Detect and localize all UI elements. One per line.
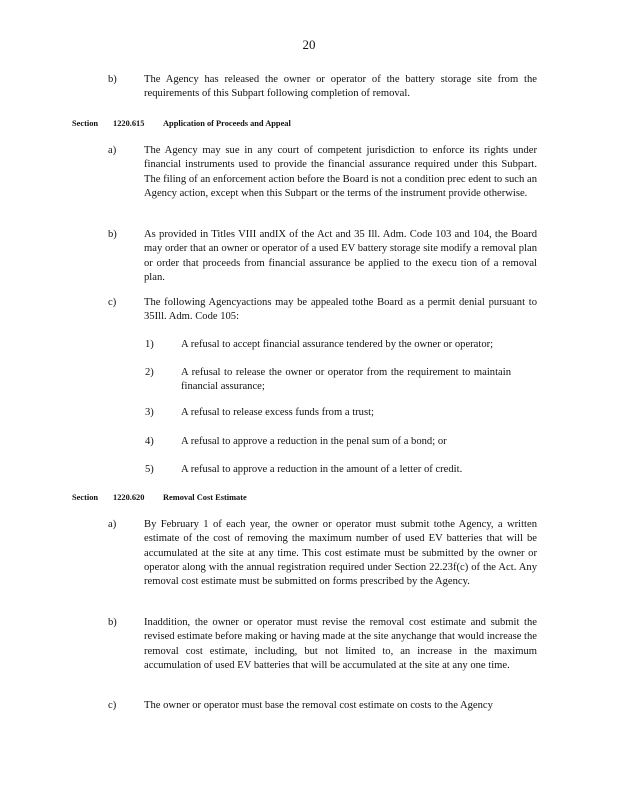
item-text: Inaddition, the owner or operator must revise the removal cost estimate and submit the revised estimate before making or having made at the site anychange that would increase the removal cost estimate, including, but not limited to, an increase in the maximum accumulation of used EV batteries that will be accumulated at the site at any one time. xyxy=(144,617,537,671)
item-label: 4) xyxy=(145,436,154,447)
section-number: 1220.620 xyxy=(113,493,145,502)
item-text: As provided in Titles VIII andIX of the Act and 35 Ill. Adm. Code 103 and 104, the Board may order that an owner or operator of a used EV battery storage site modify a removal plan or order that proceeds from financial assurance be applied to the execu tion of a removal plan. xyxy=(144,229,537,283)
item-text: A refusal to approve a reduction in the amount of a letter of credit. xyxy=(181,464,463,475)
item-label: a) xyxy=(108,519,117,530)
item-label: 5) xyxy=(145,464,154,475)
item-text: The Agency has released the owner or operator of the battery storage site from the requirements of this Subpart following completion of removal. xyxy=(144,74,537,100)
item-text: A refusal to accept financial assurance tendered by the owner or operator; xyxy=(181,339,494,350)
item-label: 3) xyxy=(145,407,154,418)
item-label: 2) xyxy=(145,367,154,378)
item-label: c) xyxy=(108,700,117,711)
item-label: b) xyxy=(108,617,117,628)
page-number: 20 xyxy=(302,37,316,52)
section-word: Section xyxy=(72,119,99,128)
item-label: b) xyxy=(108,229,117,240)
section-word: Section xyxy=(72,493,99,502)
section-title: Application of Proceeds and Appeal xyxy=(163,119,291,128)
item-label: c) xyxy=(108,297,117,308)
item-text: The owner or operator must base the removal cost estimate on costs to the Agency xyxy=(144,700,493,711)
section-number: 1220.615 xyxy=(113,119,145,128)
section-heading-615 xyxy=(72,118,372,130)
section-heading-620 xyxy=(72,492,372,504)
section-title: Removal Cost Estimate xyxy=(163,493,247,502)
item-label: a) xyxy=(108,145,117,156)
item-text: A refusal to approve a reduction in the penal sum of a bond; or xyxy=(181,436,447,447)
item-text: By February 1 of each year, the owner or operator must submit tothe Agency, a written estimate of the cost of removing the maximum number of used EV batteries that will be accumulated at the site at any time. This cost estimate must be submitted by the owner or operator along with the annual registration required under Section 22.23f(c) of the Act. Any removal cost estimate must be submitted on forms prescribed by the Agency. xyxy=(144,519,537,588)
item-label: b) xyxy=(108,74,117,85)
item-label: 1) xyxy=(145,339,154,350)
item-text: A refusal to release excess funds from a trust; xyxy=(181,407,374,418)
item-text: The following Agencyactions may be appealed tothe Board as a permit denial pursuant to 35Ill. Adm. Code 105: xyxy=(144,297,537,323)
item-text: The Agency may sue in any court of competent jurisdiction to enforce its rights under financial instruments used to provide the financial assurance required under this Subpart. The filing of an enforcement action before the Board is not a condition prec edent to such an Agency action, except when this Subpart or the terms of the instrument provide otherwise. xyxy=(144,145,537,199)
item-text: A refusal to release the owner or operator from the requirement to maintain financial assurance; xyxy=(181,367,511,393)
